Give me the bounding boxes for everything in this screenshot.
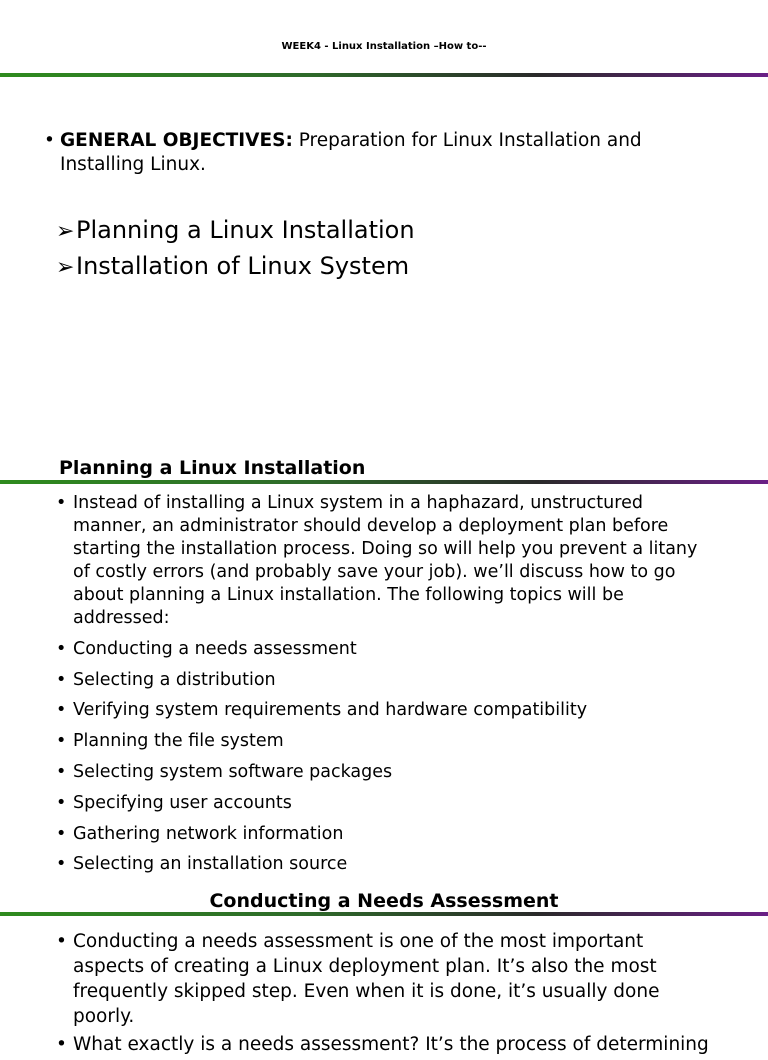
bullet-icon: • [56, 854, 67, 875]
list-item-text: Instead of installing a Linux system in a haphazard, unstructured manner, an administrator should develop a deployment plan before starting the installation process. Doing so will help you prevent a litany of costly errors (and probably save your job). we’ll discuss how to go about planning a Linux installation. The following topics will be addressed: [73, 493, 698, 628]
section-title-needs-assessment: Conducting a Needs Assessment [209, 890, 559, 912]
list-item [56, 638, 716, 661]
planning-bullet-list [56, 492, 716, 884]
bullet-icon: • [56, 731, 67, 752]
list-item [56, 761, 716, 784]
topic-list [56, 213, 415, 285]
bullet-icon: • [56, 669, 67, 690]
bullet-icon: • [56, 638, 67, 659]
bullet-icon: • [56, 823, 67, 844]
topic-label: Installation of Linux System [76, 252, 410, 280]
list-item-text: Verifying system requirements and hardware compatibility [73, 700, 588, 721]
list-item [56, 730, 716, 753]
page-header: WEEK4 - Linux Installation –How to-- [281, 41, 487, 52]
section-divider-planning [0, 480, 768, 484]
list-item [56, 669, 716, 692]
list-item [56, 699, 716, 722]
list-item [56, 792, 716, 815]
list-item-text: What exactly is a needs assessment? It’s the process of determining [73, 1034, 709, 1055]
bullet-icon: • [56, 792, 67, 813]
objectives-description: Preparation for Linux Installation and Installing Linux. [60, 130, 642, 175]
list-item-text: Conducting a needs assessment is one of the most important aspects of creating a Linux deployment plan. It’s also the most frequently skipped step. Even when it is done, it’s usually done poorly. [73, 931, 660, 1027]
list-item-text: Planning the file system [73, 731, 284, 752]
section-title-planning: Planning a Linux Installation [59, 457, 366, 479]
list-item [56, 492, 716, 630]
section-divider-needs-assessment [0, 912, 768, 916]
objectives-text [60, 129, 724, 177]
list-item [56, 1032, 716, 1057]
list-item [56, 853, 716, 876]
bullet-icon: • [56, 493, 67, 513]
objectives-label: GENERAL OBJECTIVES: [60, 130, 293, 151]
list-item-text: Gathering network information [73, 823, 344, 844]
general-objectives [44, 129, 724, 177]
bullet-icon: • [56, 761, 67, 782]
list-item-text: Conducting a needs assessment [73, 638, 357, 659]
list-item-text: Selecting system software packages [73, 761, 393, 782]
list-item-text: Specifying user accounts [73, 792, 292, 813]
needs-assessment-bullet-list [56, 929, 716, 1060]
header-divider [0, 73, 768, 77]
list-item [56, 823, 716, 846]
topic-item [56, 213, 415, 249]
list-item [56, 929, 716, 1029]
arrow-bullet-icon: ➢ [56, 255, 75, 280]
topic-item [56, 249, 415, 285]
list-item-text: Selecting a distribution [73, 669, 276, 690]
arrow-bullet-icon: ➢ [56, 219, 75, 244]
bullet-icon: • [56, 931, 67, 952]
bullet-icon: • [56, 700, 67, 721]
topic-label: Planning a Linux Installation [76, 216, 415, 244]
list-item-text: Selecting an installation source [73, 854, 348, 875]
bullet-icon: • [56, 1034, 67, 1055]
bullet-icon: • [44, 130, 55, 151]
